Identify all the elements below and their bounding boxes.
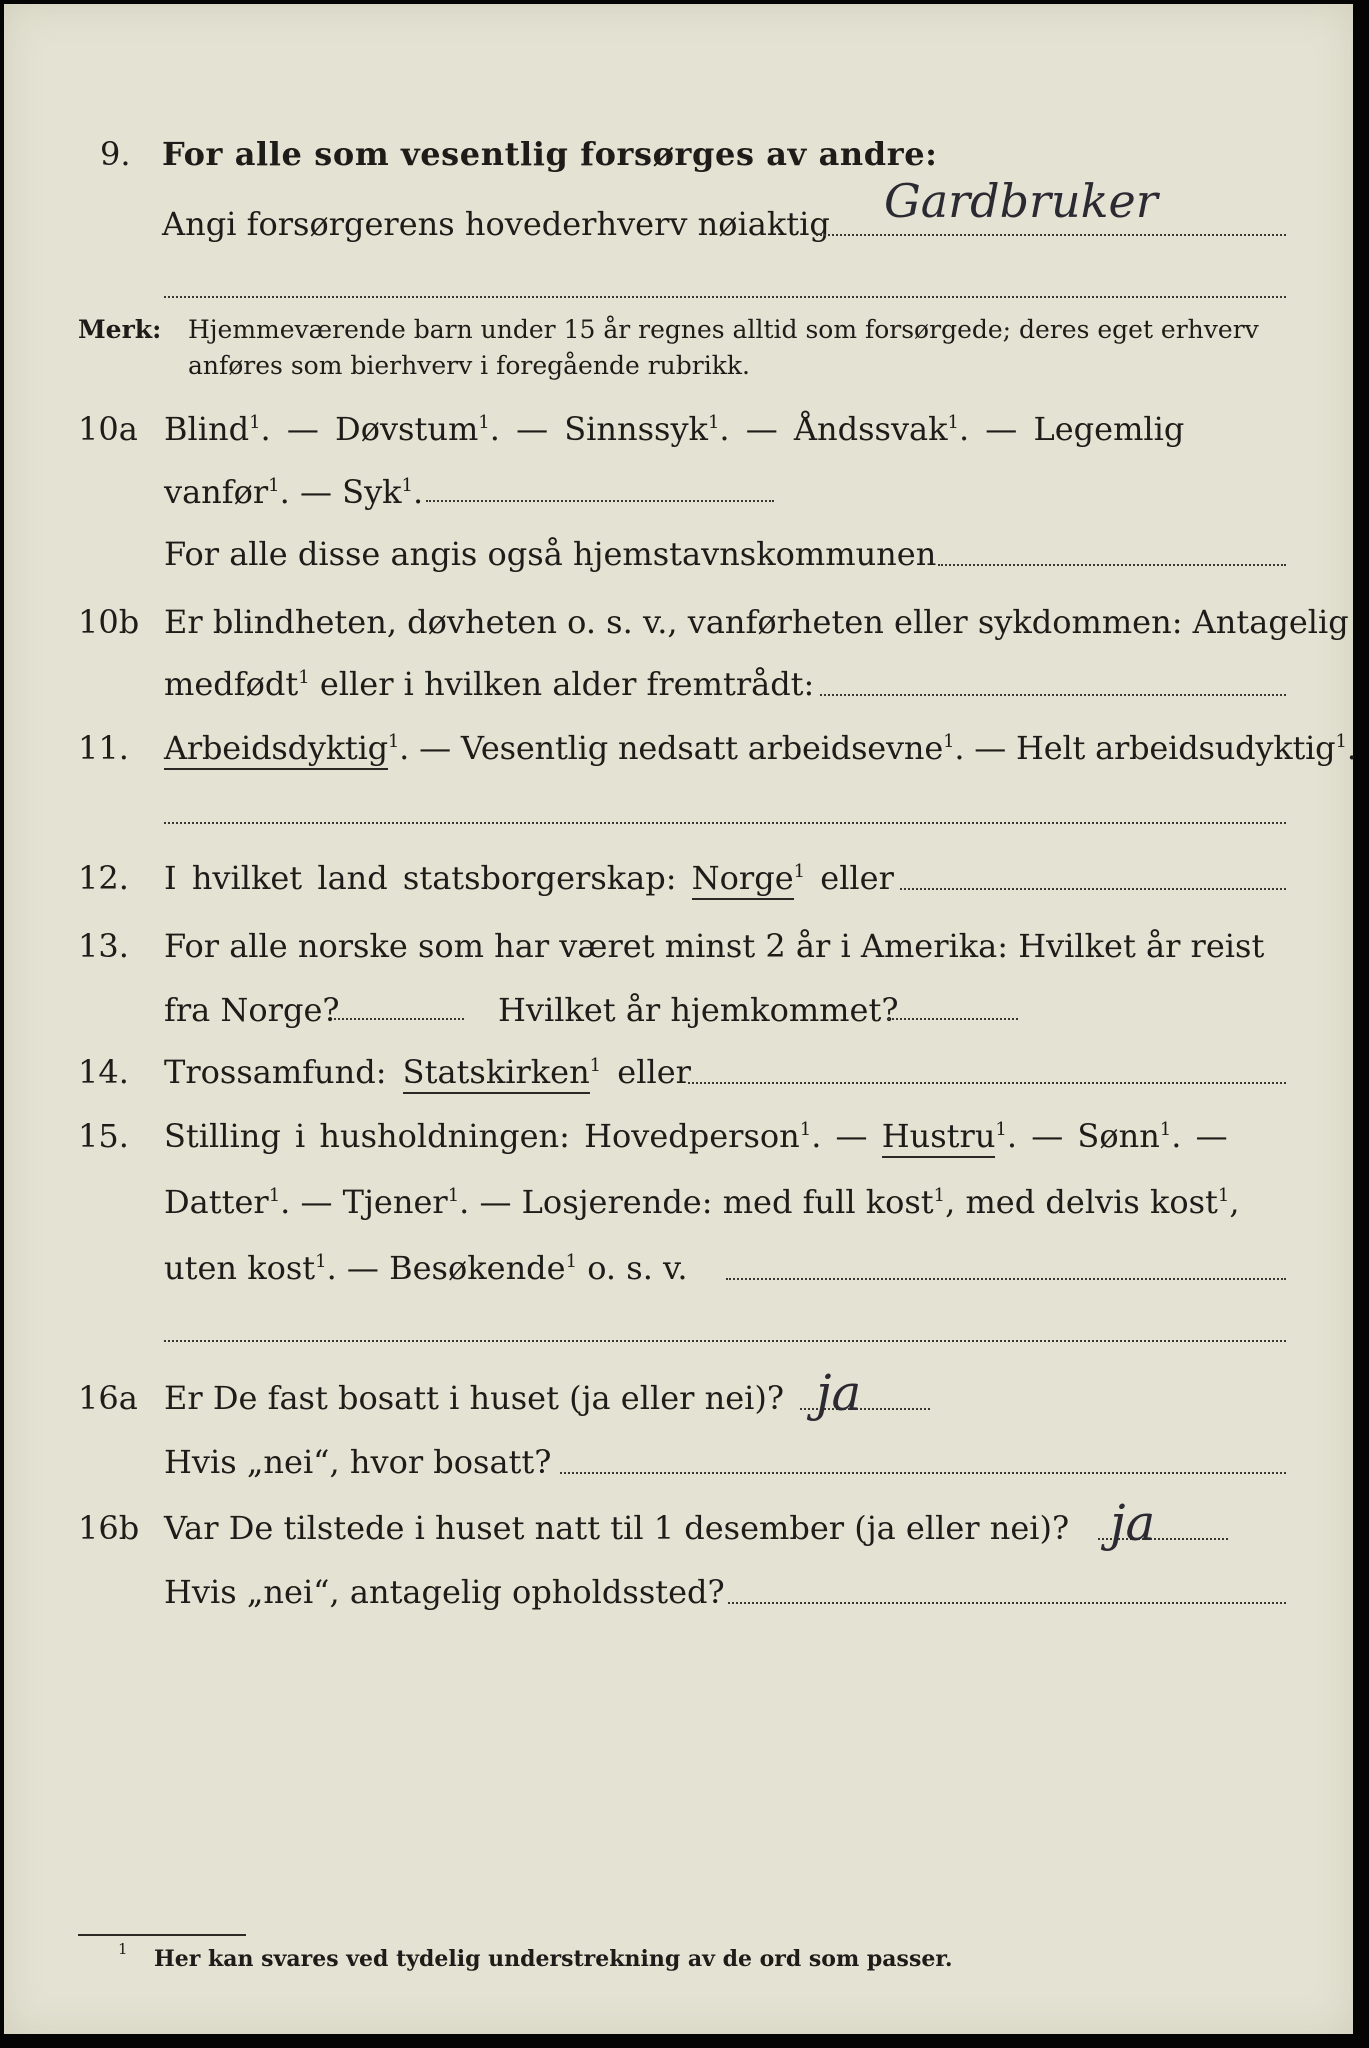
q15-line1: Stilling i husholdningen: Hovedperson$^1$. — Hustru$^1$. — Sønn$^1$. — (164, 1116, 1228, 1156)
q16b-handwritten-answer: ja (1110, 1494, 1156, 1552)
q10a-number: 10a (78, 410, 138, 448)
q15-extra-line (164, 1340, 1286, 1342)
census-form-page (4, 4, 1357, 2034)
q10a-line3: For alle disse angis også hjemstavnskommunen (164, 535, 937, 573)
q14-line: Trossamfund: Statskirken$^1$ eller (164, 1052, 691, 1092)
q15-line2: Datter$^1$. — Tjener$^1$. — Losjerende: med full kost$^1$, med delvis kost$^1$, (164, 1183, 1240, 1221)
q15-answer-line (726, 1278, 1286, 1280)
q9-line2: Angi forsørgerens hovederhverv nøiaktig (162, 205, 830, 243)
q10a-syk-line (426, 500, 774, 502)
merk-line1: Hjemmeværende barn under 15 år regnes alltid som forsørgede; deres eget erhverv (188, 315, 1259, 344)
footnote-text: Her kan svares ved tydelig understrekning av de ord som passer. (154, 1946, 953, 1972)
q16a-line1: Er De fast bosatt i huset (ja eller nei)? (164, 1379, 785, 1417)
q15-number: 15. (78, 1117, 129, 1155)
q11-number: 11. (78, 729, 129, 767)
q10a-hjemstavn-line (938, 564, 1286, 566)
q12-line: I hvilket land statsborgerskap: Norge$^1$ eller (164, 858, 894, 898)
q10a-line1: Blind$^1$. — Døvstum$^1$. — Sinnssyk$^1$. — Åndssvak$^1$. — Legemlig (164, 410, 1185, 448)
q13-reist-line (334, 1018, 464, 1020)
q15-selected-option: Hustru (882, 1117, 996, 1158)
q13-number: 13. (78, 927, 129, 965)
q16a-bosatt-line (560, 1472, 1286, 1474)
q16a-handwritten-answer: ja (816, 1364, 862, 1422)
q9-line1: For alle som vesentlig forsørges av andre: (162, 135, 938, 173)
q14-number: 14. (78, 1053, 129, 1091)
q11-line: Arbeidsdyktig$^1$. — Vesentlig nedsatt arbeidsevne$^1$. — Helt arbeidsudyktig$^1$. (164, 728, 1357, 768)
q9-handwritten-answer: Gardbruker (884, 174, 1158, 228)
q12-number: 12. (78, 859, 129, 897)
footnote-rule (78, 1934, 246, 1936)
q12-answer-line (900, 888, 1286, 890)
q16a-number: 16a (78, 1379, 138, 1417)
q15-line3: uten kost$^1$. — Besøkende$^1$ o. s. v. (164, 1249, 688, 1287)
q10a-line2: vanfør$^1$. — Syk$^1$. (164, 473, 424, 511)
q16b-number: 16b (78, 1509, 140, 1547)
q10b-line1: Er blindheten, døvheten o. s. v., vanførheten eller sykdommen: Antagelig (164, 603, 1349, 641)
q11-selected-option: Arbeidsdyktig (164, 729, 388, 770)
q13-line2a: fra Norge? (164, 991, 340, 1029)
q9-number: 9. (100, 135, 131, 173)
q9-extra-line (164, 296, 1286, 298)
q10b-answer-line (820, 694, 1286, 696)
q13-line1: For alle norske som har været minst 2 år i Amerika: Hvilket år reist (164, 927, 1265, 965)
q16a-line2: Hvis „nei“, hvor bosatt? (164, 1443, 552, 1481)
q16b-line2: Hvis „nei“, antagelig opholdssted? (164, 1573, 725, 1611)
q14-answer-line (688, 1082, 1286, 1084)
q14-selected-option: Statskirken (403, 1053, 590, 1094)
q13-hjem-line (888, 1018, 1018, 1020)
q12-selected-option: Norge (692, 859, 794, 900)
footnote-marker: 1 (118, 1940, 128, 1958)
q10b-number: 10b (78, 603, 140, 641)
q16b-line1: Var De tilstede i huset natt til 1 desember (ja eller nei)? (164, 1509, 1070, 1547)
merk-line2: anføres som bierhverv i foregående rubrikk. (188, 351, 750, 380)
q13-line2b: Hvilket år hjemkommet? (498, 991, 899, 1029)
q10b-line2: medfødt$^1$ eller i hvilken alder fremtrådt: (164, 665, 815, 703)
q16b-opholdssted-line (728, 1602, 1286, 1604)
q11-extra-line (164, 822, 1286, 824)
q9-answer-line (816, 234, 1286, 236)
merk-label: Merk: (78, 315, 162, 344)
